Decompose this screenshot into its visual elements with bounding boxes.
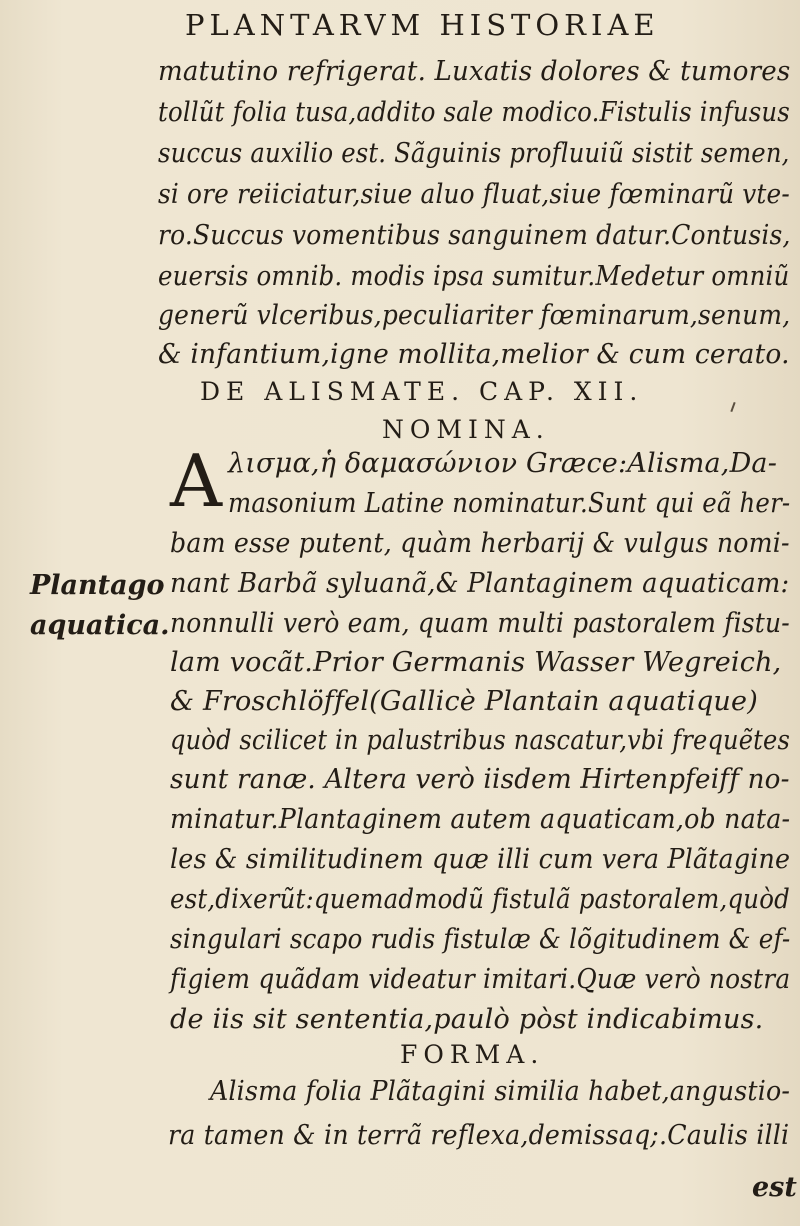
text-line: est,dixerũt:quemadmodũ fistulã pastoralem,quòd — [170, 884, 790, 915]
text-line: lam vocãt.Prior Germanis Wasser Wegreich, — [170, 647, 782, 678]
margin-note-line: aquatica. — [30, 610, 170, 641]
forma-heading: FORMA. — [400, 1040, 545, 1069]
text-line: matutino refrigerat. Luxatis dolores & tumores — [158, 56, 791, 87]
text-line: sunt ranæ. Altera verò iisdem Hirtenpfeiff no- — [170, 764, 790, 795]
drop-cap: A — [170, 439, 222, 523]
text-line: nant Barbã syluanã,& Plantaginem aquaticam: — [170, 568, 790, 599]
ink-mark — [730, 402, 735, 412]
catchword: est — [752, 1172, 797, 1203]
text-line: tollũt folia tusa,addito sale modico.Fistulis infusus — [158, 97, 790, 128]
margin-note-line: Plantago — [30, 570, 165, 601]
chapter-heading: DE ALISMATE. CAP. XII. — [200, 377, 644, 406]
text-line: & infantium,igne mollita,melior & cum cerato. — [158, 339, 790, 370]
running-title: PLANTARVM HISTORIAE — [185, 8, 660, 42]
text-line: ro.Succus vomentibus sanguinem datur.Contusis, — [158, 220, 791, 251]
text-line: bam esse putent, quàm herbarij & vulgus nomi- — [170, 528, 790, 559]
text-line: euersis omnib. modis ipsa sumitur.Medetur omniũ — [158, 261, 790, 292]
text-line: quòd scilicet in palustribus nascatur,vbi frequẽtes — [170, 725, 791, 756]
text-line: figiem quãdam videatur imitari.Quæ verò nostra — [170, 964, 791, 995]
nomina-heading: NOMINA. — [382, 415, 550, 444]
text-line: masonium Latine nominatur.Sunt qui eã her- — [228, 488, 791, 519]
text-line: singulari scapo rudis fistulæ & lõgitudinem & ef- — [170, 924, 791, 955]
text-line: si ore reiiciatur,siue aluo fluat,siue fœminarũ vte- — [158, 179, 790, 210]
text-line: nonnulli verò eam, quam multi pastoralem fistu- — [170, 608, 790, 639]
text-line: ra tamen & in terrã reflexa,demissaq;.Caulis illi — [168, 1120, 790, 1151]
text-line: generũ vlceribus,peculiariter fœminarum,senum, — [158, 300, 791, 331]
text-line: Alisma folia Plãtagini similia habet,angustio- — [210, 1076, 791, 1107]
text-line: succus auxilio est. Sãguinis profluuiũ sistit semen, — [158, 138, 790, 169]
text-line: les & similitudinem quæ illi cum vera Plãtagine — [170, 844, 791, 875]
text-line: minatur.Plantaginem autem aquaticam,ob nata- — [170, 804, 791, 835]
text-line: λισμα,ἡ δαμασώνιον Græce:Alisma,Da- — [228, 448, 778, 479]
text-line: de iis sit sententia,paulò pòst indicabimus. — [170, 1004, 764, 1035]
text-line: & Froschlöffel(Gallicè Plantain aquatique) — [170, 686, 758, 717]
